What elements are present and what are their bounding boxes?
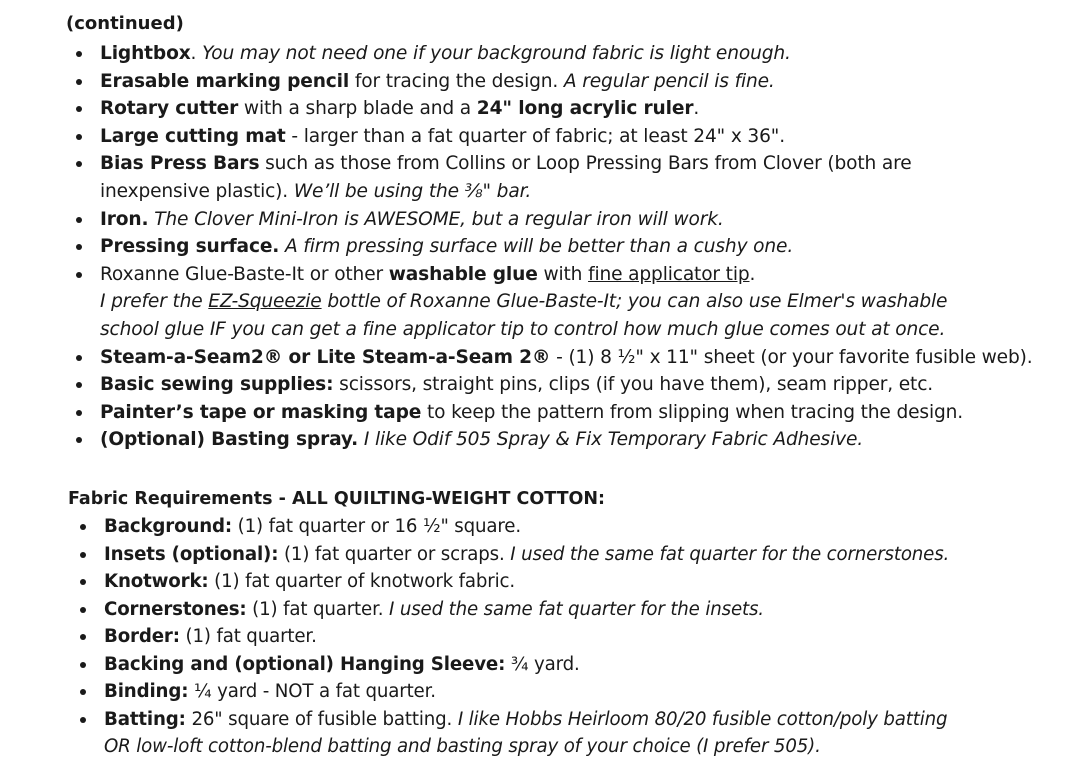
plain-text: 26" square of fusible batting. bbox=[185, 708, 458, 730]
list-item bbox=[76, 123, 1033, 151]
bullet-icon bbox=[76, 355, 82, 361]
item-text-line bbox=[100, 68, 1033, 96]
bullet-icon bbox=[76, 217, 82, 223]
item-text-line bbox=[100, 233, 1033, 261]
bullet-icon bbox=[76, 79, 82, 85]
plain-text: ¼ yard - NOT a fat quarter. bbox=[188, 681, 436, 702]
list-item bbox=[80, 541, 949, 569]
plain-text: to keep the pattern from slipping when tracing the design. bbox=[421, 401, 964, 423]
bold-text: Erasable marking pencil bbox=[100, 70, 350, 92]
item-text-line bbox=[104, 678, 949, 706]
bullet-icon bbox=[76, 51, 82, 57]
italic-text: I used the same fat quarter for the insets. bbox=[389, 598, 764, 620]
list-item bbox=[76, 40, 1033, 68]
fabric-requirements-heading: Fabric Requirements - ALL QUILTING-WEIGHT COTTON: bbox=[68, 489, 606, 509]
list-item bbox=[80, 706, 949, 761]
item-text-line bbox=[100, 399, 1033, 427]
list-item bbox=[76, 261, 1033, 344]
item-text-line bbox=[104, 541, 949, 569]
list-item bbox=[80, 568, 949, 596]
bullet-icon bbox=[76, 161, 82, 167]
item-text-line bbox=[104, 623, 949, 651]
bold-text: 24" long acrylic ruler bbox=[476, 98, 694, 120]
plain-text: . bbox=[693, 98, 700, 120]
bold-text: Background: bbox=[104, 516, 233, 537]
item-text-line bbox=[104, 706, 949, 734]
plain-text: . bbox=[190, 43, 203, 64]
bold-text: Batting: bbox=[104, 708, 186, 730]
bold-text: Cornerstones: bbox=[104, 598, 247, 620]
bold-text: Backing and (optional) Hanging Sleeve: bbox=[104, 653, 506, 675]
bold-text: Binding: bbox=[104, 681, 189, 702]
bullet-icon bbox=[76, 106, 82, 112]
item-text-line bbox=[104, 651, 949, 679]
item-text-line bbox=[104, 568, 949, 596]
bold-text: Knotwork: bbox=[104, 571, 209, 592]
underlined-text: fine applicator tip bbox=[588, 263, 750, 285]
italic-text: OR low-loft cotton-blend batting and basting spray of your choice (I prefer 505). bbox=[104, 736, 821, 757]
bold-text: Painter’s tape or masking tape bbox=[100, 401, 422, 423]
italic-text: A regular pencil is fine. bbox=[563, 70, 775, 92]
italic-text: I used the same fat quarter for the cornerstones. bbox=[510, 543, 950, 565]
plain-text: (1) fat quarter or 16 ½" square. bbox=[232, 516, 521, 537]
plain-text: ¾ yard. bbox=[505, 653, 580, 675]
list-item bbox=[76, 95, 1033, 123]
list-item bbox=[80, 678, 949, 706]
plain-text: scissors, straight pins, clips (if you have them), seam ripper, etc. bbox=[333, 374, 934, 396]
list-item bbox=[80, 513, 949, 541]
bold-text: washable glue bbox=[388, 263, 538, 285]
item-text-line bbox=[100, 178, 1033, 206]
plain-text: Roxanne Glue-Baste-It or other bbox=[100, 263, 389, 285]
bullet-icon bbox=[80, 607, 86, 613]
item-text-line bbox=[100, 426, 1033, 454]
list-item bbox=[76, 399, 1033, 427]
item-text-line bbox=[100, 206, 1033, 234]
bullet-icon bbox=[76, 244, 82, 250]
item-text-line bbox=[100, 344, 1033, 372]
item-text-line bbox=[100, 261, 1033, 289]
bold-text: Pressing surface. bbox=[100, 236, 280, 258]
item-text-line bbox=[100, 316, 1033, 344]
item-text-line bbox=[100, 288, 1033, 316]
italic-text: A firm pressing surface will be better than a cushy one. bbox=[284, 236, 794, 258]
italic-text: You may not need one if your background fabric is light enough. bbox=[202, 43, 791, 64]
bullet-icon bbox=[76, 134, 82, 140]
italic-text: I like Odif 505 Spray & Fix Temporary Fabric Adhesive. bbox=[363, 429, 863, 451]
list-item bbox=[76, 150, 1033, 205]
list-item bbox=[80, 596, 949, 624]
bullet-icon bbox=[76, 437, 82, 443]
supplies-list bbox=[76, 40, 1033, 454]
bullet-icon bbox=[80, 689, 86, 695]
bullet-icon bbox=[76, 382, 82, 388]
bullet-icon bbox=[80, 524, 86, 530]
bullet-icon bbox=[80, 579, 86, 585]
bold-text: Basic sewing supplies: bbox=[100, 374, 334, 396]
bold-text: Lightbox bbox=[100, 43, 191, 64]
bold-text: Border: bbox=[104, 626, 180, 647]
item-text-line bbox=[104, 513, 949, 541]
bullet-icon bbox=[80, 717, 86, 723]
item-text-line bbox=[100, 95, 1033, 123]
underlined-text: EZ-Squeezie bbox=[208, 291, 322, 313]
italic-text: school glue IF you can get a fine applicator tip to control how much glue comes out at once. bbox=[100, 318, 946, 340]
item-text-line bbox=[100, 371, 1033, 399]
bold-text: Bias Press Bars bbox=[100, 153, 260, 175]
bold-text: Rotary cutter bbox=[100, 98, 239, 120]
plain-text: with a sharp blade and a bbox=[238, 98, 477, 120]
plain-text: with bbox=[537, 263, 589, 285]
fabric-requirements-list bbox=[80, 513, 949, 761]
plain-text: (1) fat quarter of knotwork fabric. bbox=[208, 571, 516, 592]
plain-text: (1) fat quarter or scraps. bbox=[278, 543, 511, 565]
bold-text: (Optional) Basting spray. bbox=[100, 429, 359, 451]
bullet-icon bbox=[76, 272, 82, 278]
continued-heading: (continued) bbox=[66, 13, 184, 34]
list-item bbox=[80, 623, 949, 651]
bullet-icon bbox=[80, 552, 86, 558]
list-item bbox=[80, 651, 949, 679]
list-item bbox=[76, 371, 1033, 399]
item-text-line bbox=[104, 733, 949, 761]
italic-text: The Clover Mini-Iron is AWESOME, but a regular iron will work. bbox=[154, 208, 724, 230]
plain-text: (1) fat quarter. bbox=[179, 626, 317, 647]
bold-text: Insets (optional): bbox=[104, 543, 279, 565]
item-text-line bbox=[100, 40, 1033, 68]
item-text-line bbox=[100, 123, 1033, 151]
plain-text: - (1) 8 ½" x 11" sheet (or your favorite fusible web). bbox=[550, 346, 1033, 368]
bold-text: Large cutting mat bbox=[100, 125, 286, 147]
list-item bbox=[76, 344, 1033, 372]
plain-text: (1) fat quarter. bbox=[246, 598, 389, 620]
plain-text: inexpensive plastic). bbox=[100, 180, 294, 202]
item-text-line bbox=[100, 150, 1033, 178]
italic-text: bottle of Roxanne Glue-Baste-It; you can also use Elmer's washable bbox=[321, 291, 948, 313]
list-item bbox=[76, 68, 1033, 96]
list-item bbox=[76, 206, 1033, 234]
italic-text: I like Hobbs Heirloom 80/20 fusible cotton/poly batting bbox=[457, 708, 948, 730]
plain-text: for tracing the design. bbox=[349, 70, 564, 92]
list-item bbox=[76, 426, 1033, 454]
italic-text: I prefer the bbox=[100, 291, 209, 313]
plain-text: . bbox=[749, 263, 756, 285]
bold-text: Iron. bbox=[100, 208, 149, 230]
bullet-icon bbox=[76, 410, 82, 416]
list-item bbox=[76, 233, 1033, 261]
bold-text: Steam-a-Seam2® or Lite Steam-a-Seam 2® bbox=[100, 346, 551, 368]
bullet-icon bbox=[80, 662, 86, 668]
plain-text: - larger than a fat quarter of fabric; at least 24" x 36". bbox=[285, 125, 785, 147]
plain-text: such as those from Collins or Loop Pressing Bars from Clover (both are bbox=[259, 153, 912, 175]
bullet-icon bbox=[80, 634, 86, 640]
item-text-line bbox=[104, 596, 949, 624]
italic-text: We’ll be using the ⅜" bar. bbox=[293, 180, 532, 202]
